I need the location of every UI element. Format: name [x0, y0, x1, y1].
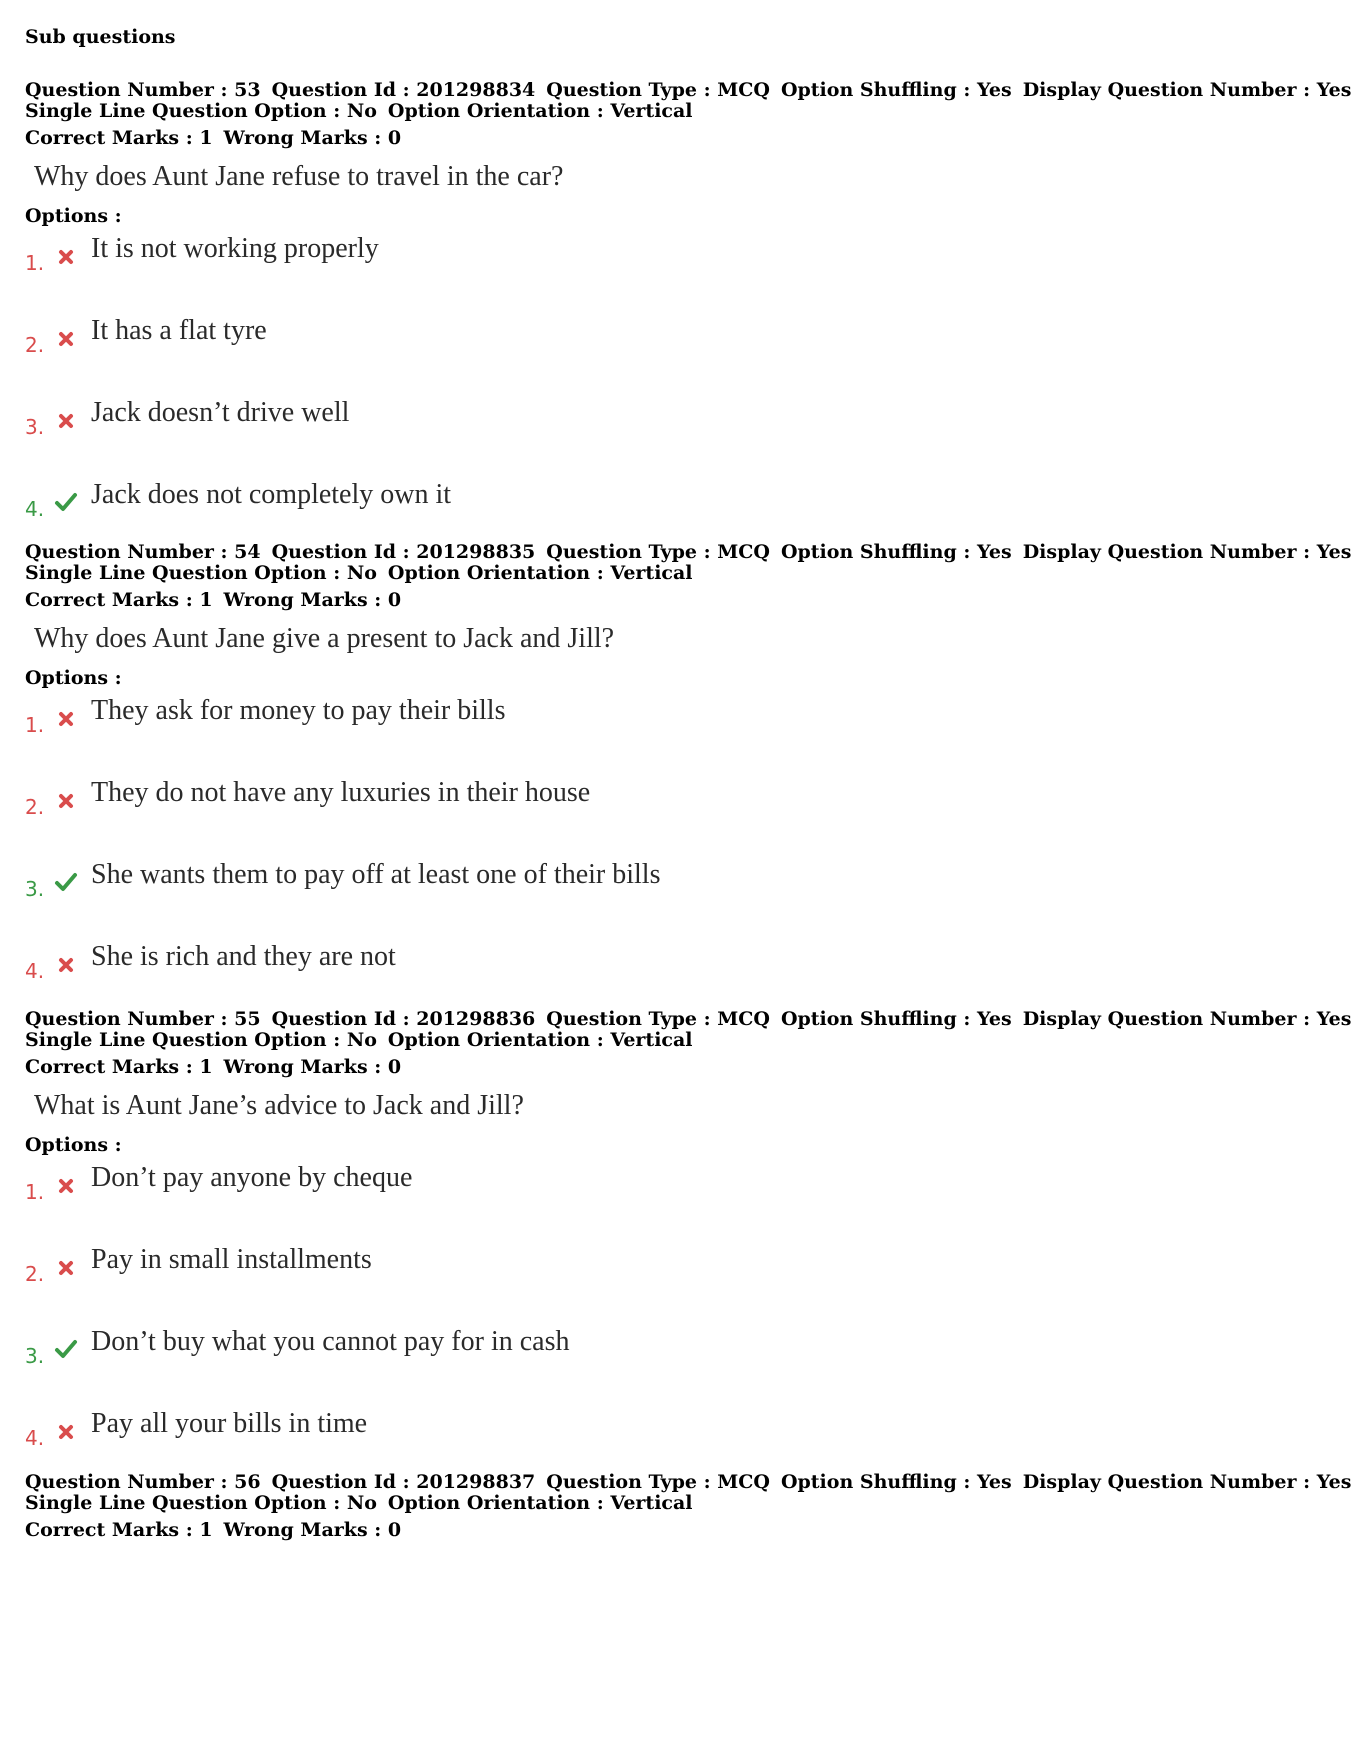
options-label: Options : — [25, 667, 122, 689]
cross-icon — [53, 243, 79, 269]
question-56 — [25, 1471, 1352, 1541]
question-meta-field: Option Shuffling : Yes — [780, 79, 1012, 101]
option-item — [25, 311, 1225, 393]
cross-icon — [53, 705, 79, 731]
question-text: Why does Aunt Jane refuse to travel in the car? — [34, 161, 564, 192]
marks-field: Correct Marks : 1 — [25, 127, 213, 149]
question-meta-line — [25, 1493, 1225, 1514]
cross-icon — [53, 1418, 79, 1444]
question-meta-field: Question Number : 55 — [25, 1008, 261, 1030]
question-meta-field: Display Question Number : Yes — [1022, 541, 1352, 563]
marks-field: Correct Marks : 1 — [25, 1056, 213, 1078]
option-number: 3. — [25, 877, 45, 901]
marks-line — [25, 1520, 1225, 1541]
marks-field: Wrong Marks : 0 — [223, 1056, 402, 1078]
question-meta-line — [25, 541, 1352, 563]
option-text: She is rich and they are not — [91, 941, 396, 972]
option-item — [25, 691, 1225, 773]
option-item — [25, 393, 1225, 475]
question-meta-field: Display Question Number : Yes — [1022, 1008, 1352, 1030]
question-meta-field: Question Number : 54 — [25, 541, 261, 563]
question-meta-field: Question Type : MCQ — [546, 79, 770, 101]
question-meta-field: Option Orientation : Vertical — [387, 1492, 693, 1514]
options-label: Options : — [25, 1134, 122, 1156]
question-meta-field: Option Shuffling : Yes — [780, 541, 1012, 563]
question-meta-field: Display Question Number : Yes — [1022, 79, 1352, 101]
check-icon — [53, 869, 79, 895]
question-meta-field: Single Line Question Option : No — [25, 1029, 377, 1051]
check-icon — [53, 1336, 79, 1362]
option-text: Pay all your bills in time — [91, 1408, 368, 1439]
question-meta-field: Question Id : 201298834 — [271, 79, 536, 101]
question-meta-field: Single Line Question Option : No — [25, 562, 377, 584]
option-number: 3. — [25, 1344, 45, 1368]
cross-icon — [53, 1172, 79, 1198]
question-meta-field: Option Orientation : Vertical — [387, 562, 693, 584]
option-number: 4. — [25, 497, 45, 521]
cross-icon — [53, 951, 79, 977]
cross-icon — [53, 325, 79, 351]
question-meta-line — [25, 563, 1225, 584]
option-item — [25, 855, 1225, 937]
question-text: Why does Aunt Jane give a present to Jack and Jill? — [34, 623, 615, 654]
option-item — [25, 937, 1225, 1019]
question-meta-field: Single Line Question Option : No — [25, 1492, 377, 1514]
question-meta-line — [25, 101, 1225, 122]
option-number: 4. — [25, 1426, 45, 1450]
option-text: Don’t pay anyone by cheque — [91, 1162, 413, 1193]
option-number: 1. — [25, 713, 45, 737]
question-meta-field: Question Type : MCQ — [546, 1471, 770, 1493]
option-item — [25, 1240, 1225, 1322]
marks-field: Correct Marks : 1 — [25, 1519, 213, 1541]
option-number: 4. — [25, 959, 45, 983]
option-text: They ask for money to pay their bills — [91, 695, 506, 726]
question-meta-line — [25, 1471, 1352, 1493]
question-meta-line — [25, 1008, 1352, 1030]
option-number: 1. — [25, 1180, 45, 1204]
question-meta-field: Question Type : MCQ — [546, 541, 770, 563]
question-meta-field: Display Question Number : Yes — [1022, 1471, 1352, 1493]
option-item — [25, 229, 1225, 311]
option-text: They do not have any luxuries in their house — [91, 777, 591, 808]
question-meta-line — [25, 79, 1352, 101]
marks-line — [25, 590, 1225, 611]
question-meta-field: Question Id : 201298836 — [271, 1008, 536, 1030]
option-number: 2. — [25, 333, 45, 357]
question-meta-field: Option Shuffling : Yes — [780, 1008, 1012, 1030]
question-meta-field: Question Id : 201298835 — [271, 541, 536, 563]
question-meta-field: Single Line Question Option : No — [25, 100, 377, 122]
question-meta-field: Option Shuffling : Yes — [780, 1471, 1012, 1493]
question-meta-line — [25, 1030, 1225, 1051]
marks-field: Correct Marks : 1 — [25, 589, 213, 611]
check-icon — [53, 489, 79, 515]
option-number: 2. — [25, 795, 45, 819]
question-55 — [25, 1008, 1352, 1486]
question-meta-field: Question Number : 56 — [25, 1471, 261, 1493]
question-meta-field: Question Number : 53 — [25, 79, 261, 101]
option-text: She wants them to pay off at least one of their bills — [91, 859, 661, 890]
option-text: Jack doesn’t drive well — [91, 397, 350, 428]
section-title: Sub questions — [25, 26, 176, 48]
option-number: 2. — [25, 1262, 45, 1286]
cross-icon — [53, 1254, 79, 1280]
marks-line — [25, 1057, 1225, 1078]
option-text: Jack does not completely own it — [91, 479, 452, 510]
option-text: It is not working properly — [91, 233, 379, 264]
question-54 — [25, 541, 1352, 1019]
marks-line — [25, 128, 1225, 149]
question-meta-field: Question Type : MCQ — [546, 1008, 770, 1030]
option-item — [25, 773, 1225, 855]
marks-field: Wrong Marks : 0 — [223, 127, 402, 149]
option-text: It has a flat tyre — [91, 315, 267, 346]
option-number: 1. — [25, 251, 45, 275]
option-number: 3. — [25, 415, 45, 439]
cross-icon — [53, 407, 79, 433]
question-meta-field: Option Orientation : Vertical — [387, 1029, 693, 1051]
question-text: What is Aunt Jane’s advice to Jack and Jill? — [34, 1090, 524, 1121]
option-text: Don’t buy what you cannot pay for in cash — [91, 1326, 570, 1357]
question-meta-field: Option Orientation : Vertical — [387, 100, 693, 122]
options-label: Options : — [25, 205, 122, 227]
option-item — [25, 1158, 1225, 1240]
question-53 — [25, 79, 1352, 557]
marks-field: Wrong Marks : 0 — [223, 1519, 402, 1541]
marks-field: Wrong Marks : 0 — [223, 589, 402, 611]
question-meta-field: Question Id : 201298837 — [271, 1471, 536, 1493]
cross-icon — [53, 787, 79, 813]
option-text: Pay in small installments — [91, 1244, 372, 1275]
option-item — [25, 1322, 1225, 1404]
